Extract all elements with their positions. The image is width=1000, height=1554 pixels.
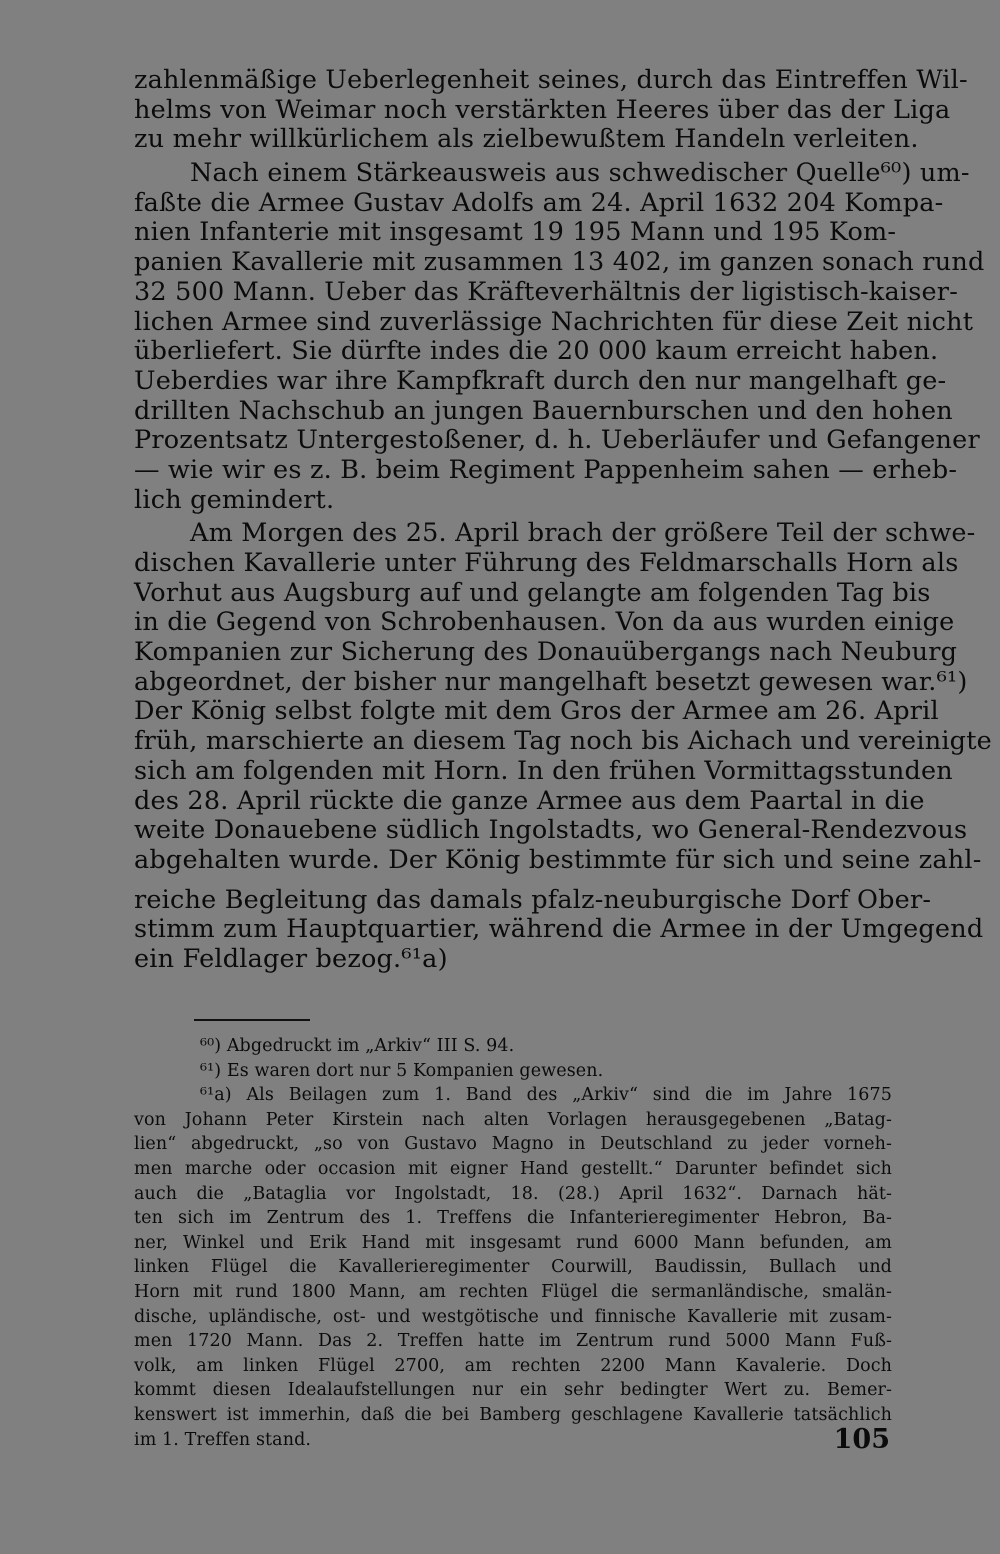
footnote-61a-line: lien“ abgedruckt, „so von Gustavo Magno in Deutschland zu jeder vorneh- [134,1134,892,1155]
footnote-61a-line: auch die „Bataglia vor Ingolstadt, 18. (28.) April 1632“. Darnach hät- [134,1183,892,1204]
paragraph-2 [134,158,985,515]
text-line: helms von Weimar noch verstärkten Heeres über das der Liga [134,94,951,125]
text-line: Ueberdies war ihre Kampfkraft durch den nur mangelhaft ge- [134,365,947,396]
footnote-61a-line: ner, Winkel und Erik Hand mit insgesamt rund 6000 Mann befunden, am [134,1232,892,1253]
text-line: weite Donauebene südlich Ingolstadts, wo General-Rendezvous [134,815,968,846]
main-text [134,65,992,975]
text-line: panien Kavallerie mit zusammen 13 402, im ganzen sonach rund [134,247,985,278]
text-line: sich am folgenden mit Horn. In den frühen Vormittagsstunden [134,755,953,786]
paragraph-1 [134,65,968,155]
footnote-61a-line: dische, upländische, ost- und westgötische und finnische Kavallerie mit zusam- [134,1306,892,1327]
footnote-61a-line: von Johann Peter Kirstein nach alten Vorlagen herausgegebenen „Batag- [134,1109,892,1130]
text-line: stimm zum Hauptquartier, während die Armee in der Umgegend [134,914,984,945]
text-line: 32 500 Mann. Ueber das Kräfteverhältnis der ligistisch-kaiser- [134,276,959,307]
text-line: Prozentsatz Untergestoßener, d. h. Ueberläufer und Gefangener [134,425,980,456]
footnote-61: ⁶¹) Es waren dort nur 5 Kompanien gewesen. [200,1060,604,1081]
footnotes [134,1034,892,1452]
text-line: lichen Armee sind zuverlässige Nachrichten für diese Zeit nicht [134,306,974,337]
footnote-61a-line: im 1. Treffen stand. [134,1429,312,1450]
footnote-60: ⁶⁰) Abgedruckt im „Arkiv“ III S. 94. [200,1036,515,1056]
paragraph-3 [134,518,992,974]
text-line: ein Feldlager bezog.⁶¹a) [134,943,448,974]
text-line: zahlenmäßige Ueberlegenheit seines, durch das Eintreffen Wil- [134,65,968,95]
footnote-divider [194,1019,310,1021]
text-line: dischen Kavallerie unter Führung des Feldmarschalls Horn als [134,548,959,578]
footnote-61a-line: volk, am linken Flügel 2700, am rechten 2200 Mann Kavalerie. Doch [134,1355,892,1376]
footnote-61a-line: Horn mit rund 1800 Mann, am rechten Flügel die sermanländische, smalän- [134,1281,892,1302]
text-line: überliefert. Sie dürfte indes die 20 000 kaum erreicht haben. [134,336,939,367]
text-line: des 28. April rückte die ganze Armee aus dem Paartal in die [134,785,925,816]
text-line: Der König selbst folgte mit dem Gros der Armee am 26. April [134,696,939,727]
footnote-61a-line: men 1720 Mann. Das 2. Treffen hatte im Zentrum rund 5000 Mann Fuß- [134,1331,892,1352]
text-line: Vorhut aus Augsburg auf und gelangte am folgenden Tag bis [134,577,931,608]
footnote-61a-line: ⁶¹a) Als Beilagen zum 1. Band des „Arkiv“ sind die im Jahre 1675 [200,1085,892,1106]
footnote-61a-line: linken Flügel die Kavallerieregimenter Courwill, Baudissin, Bullach und [134,1257,892,1278]
text-line: faßte die Armee Gustav Adolfs am 24. April 1632 204 Kompa- [134,187,944,218]
footnote-61a-line: men marche oder occasion mit eigner Hand gestellt.“ Darunter befindet sich [134,1158,892,1179]
footnote-61a-line: ten sich im Zentrum des 1. Treffens die Infanterieregimenter Hebron, Ba- [134,1208,892,1229]
text-line: drillten Nachschub an jungen Bauernburschen und den hohen [134,395,953,426]
text-line: reiche Begleitung das damals pfalz-neuburgische Dorf Ober- [134,884,932,915]
text-line: abgehalten wurde. Der König bestimmte für sich und seine zahl- [134,844,982,875]
text-line: Kompanien zur Sicherung des Donauübergangs nach Neuburg [134,637,958,668]
text-line: Nach einem Stärkeausweis aus schwedischer Quelle⁶⁰) um- [190,158,970,189]
footnote-61a-line: kenswert ist immerhin, daß die bei Bamberg geschlagene Kavallerie tatsächlich [134,1404,892,1425]
text-line: zu mehr willkürlichem als zielbewußtem Handeln verleiten. [134,124,919,155]
text-line: abgeordnet, der bisher nur mangelhaft besetzt gewesen war.⁶¹) [134,666,968,697]
text-line: Am Morgen des 25. April brach der größere Teil der schwe- [190,518,976,549]
text-line: nien Infanterie mit insgesamt 19 195 Mann und 195 Kom- [134,217,897,248]
footnote-61a-line: kommt diesen Idealaufstellungen nur ein sehr bedingter Wert zu. Bemer- [134,1380,892,1401]
text-line: früh, marschierte an diesem Tag noch bis Aichach und vereinigte [134,726,992,757]
text-line: lich gemindert. [134,484,335,515]
text-line: in die Gegend von Schrobenhausen. Von da aus wurden einige [134,607,955,638]
text-line: — wie wir es z. B. beim Regiment Pappenheim sahen — erheb- [134,454,958,485]
page-number: 105 [833,1424,890,1455]
